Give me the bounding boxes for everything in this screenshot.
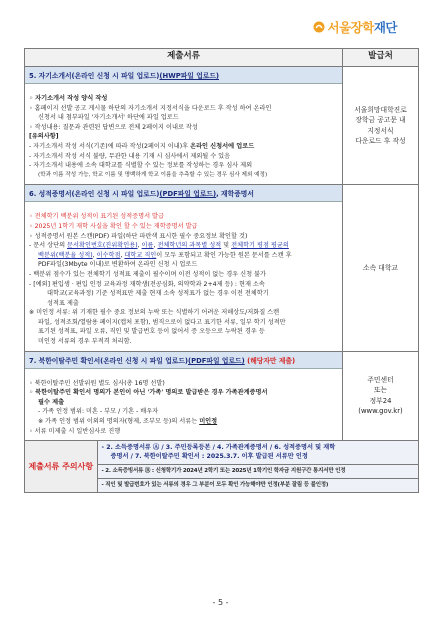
section-6-title: 6. 성적증명서(온라인 신청 시 파일 업로드)(PDF파일 업로드), 재학증명서 [25,185,342,202]
s6-line: ※ 미인정 서류: 위 기재한 필수 중요 정보의 누락 또는 식별하기 어려운 저해상도/저화질 스캔 [29,309,280,317]
section-7-row [25,351,419,441]
section-6-row [25,185,419,351]
section-5-issuer: 서울희망대학진로 장학금 공고문 내 지정서식 다운로드 후 작성 [343,67,419,185]
s6-line: 미인정 서류의 경우 부적격 처리함. [38,338,132,346]
section-5-content [25,67,343,185]
s6-line: ◦ 성적증명서 원본 스캔(PDF) 파일(하단 파란색 표시한 필수 중요정보 확인할 것) [29,232,248,240]
s5-line: ◦ 작성내용: 질문과 관련된 답변으로 전체 2페이지 이내로 작성 [29,123,198,131]
s6-line: - 백분위 점수가 있는 전체학기 성적표 제출이 필수이며 이전 성적이 없는 경우 신청 불가 [29,270,266,278]
documents-table [24,48,419,493]
section-6-content [25,185,343,351]
s5-line: ◦ 자기소개서 작성 양식 작성 [29,95,108,102]
s7-line: - 가족 인정 범위: 미혼 - 부모 / 기혼 - 배우자 [38,408,159,416]
s6-line: ◦ 2025년 1학기 재학 사실을 확인 할 수 있는 재학증명서 발급 [29,222,198,230]
s7-line: ※ 가족 인정 범위 이외의 명의자(형제, 조부모 등)의 서류는 미인정 [38,418,218,426]
logo-text: 서울장학재단 [327,20,397,35]
s7-line: ◦ 북한이탈주민 선발위원 별도 심사(총 16명 선발) [29,379,165,387]
s5-line: - 자기소개서 작성 서식(기존)에 따라 작성(2페이지 이내)후 온라인 신청서에 업로드 [29,142,255,150]
s7-line: ◦ 북한이탈주민 확인서 명의가 본인이 아닌 '가족' 명의로 발급받은 경우 가족관계증명서 [29,389,268,397]
foundation-logo [313,18,397,36]
s5-line: 신청서 내 첨부파일 '자기소개서' 하단에 파일 업로드 [38,114,179,122]
s6-line: 성적표 제출 [47,299,79,307]
warning-content: - 2. 소득증명서류 Ⓐ / 3. 주민등록등본 / 4. 가족관계증명서 / 6. 성적증명서 및 재학 증명서 / 7. 북한이탈주민 확인서 : 2025.3.7. 이후 발급된 서류만 인정 - 2. 소득증빙서류 Ⓑ : 신청학기가 2024년 2학기 또는 2025년 1학기인 학자금 지원구간 통지서만 인정 - 직인 및 발급번호가 있는 서류의 경우 그 부분이 모두 확인 가능해야만 인정(부분 잘림 등 불인정) [97,441,418,492]
section-5-row [25,67,419,185]
section-7-content [25,351,343,441]
s5-line: (학과 이름 작성 가능, 학교 이름 및 명백하게 학교 이름을 추측할 수 있는 경우 심사 제외 예정) [38,171,268,178]
s6-line: - [예외] 편입생 · 편입 인정 교육과정 재학생(전공심화, 의약학과 2+4제 등) : 현재 소속 [29,280,265,288]
warning-label: 제출서류 주의사항 [25,441,97,492]
header-documents: 제출서류 [25,49,343,67]
warning-row [25,441,419,493]
s5-line: ◦ 홈페이지 선발 공고 게시물 하단의 자기소개서 지정서식을 다운로드 후 작성 하여 온라인 [29,104,272,112]
s6-line: 파일, 성적조회/열람용 페이지(캡처 포함), 범직으로이 없다고 표기한 서류, 일부 학기 성적만 [38,318,286,326]
s6-line: - 문서 상단의 문서확인번호(진위확인용), 이름, 전체학년의 과목별 성적 및 전체학기 평점 평균의 [29,242,289,250]
page-number: - 5 - [212,598,229,607]
s6-line: 대학교(교육과정) 기준 성적표만 제출 현재 소속 성적표가 없는 경우 이전 전체학기 [47,290,269,298]
s6-line: PDF파일(3Mbyte 이내)로 변환하여 온라인 신청 시 업로드 [38,261,198,269]
logo-icon [313,21,325,33]
s5-caution-heading: [유의사항] [29,133,59,141]
s6-line: 표기된 성적표, 파일 오류, 직인 및 발급번호 등이 없어서 증 오등으로 누락된 경우 등 [38,328,265,336]
section-6-issuer: 소속 대학교 [343,185,419,351]
s5-line: - 자기소개서 작성 서식 불량, 무관한 내용 기재 시 심사에서 제외될 수 있음 [29,152,231,160]
header-issuer: 발급처 [343,49,419,67]
section-7-issuer: 주민센터 또는 정부24 (www.gov.kr) [343,351,419,441]
section-7-title: 7. 북한이탈주민 확인서(온라인 신청 시 파일 업로드)(PDF파일 업로드) (해당자만 제출) [25,352,342,369]
s7-line: 필수 제출 [38,398,65,406]
section-5-title: 5. 자기소개서(온라인 신청 시 파일 업로드)(HWP파일 업로드) [25,67,342,84]
s6-line: ◦ 전체학기 백분위 성적이 표기된 성적증명서 발급 [29,213,164,221]
s5-line: - 자기소개서 내용에 소속 대학교를 식별할 수 있는 정보를 작성하는 경우 심사 제외 [29,162,253,170]
s6-line: 백분위(백분율 성적), 이수학점, 대학교 직인이 모두 포함되고 확인 가능한 원본 문서를 스캔 후 [38,251,292,259]
s7-line: ◦ 서류 미제출 시 일반심사로 진행 [29,427,121,435]
